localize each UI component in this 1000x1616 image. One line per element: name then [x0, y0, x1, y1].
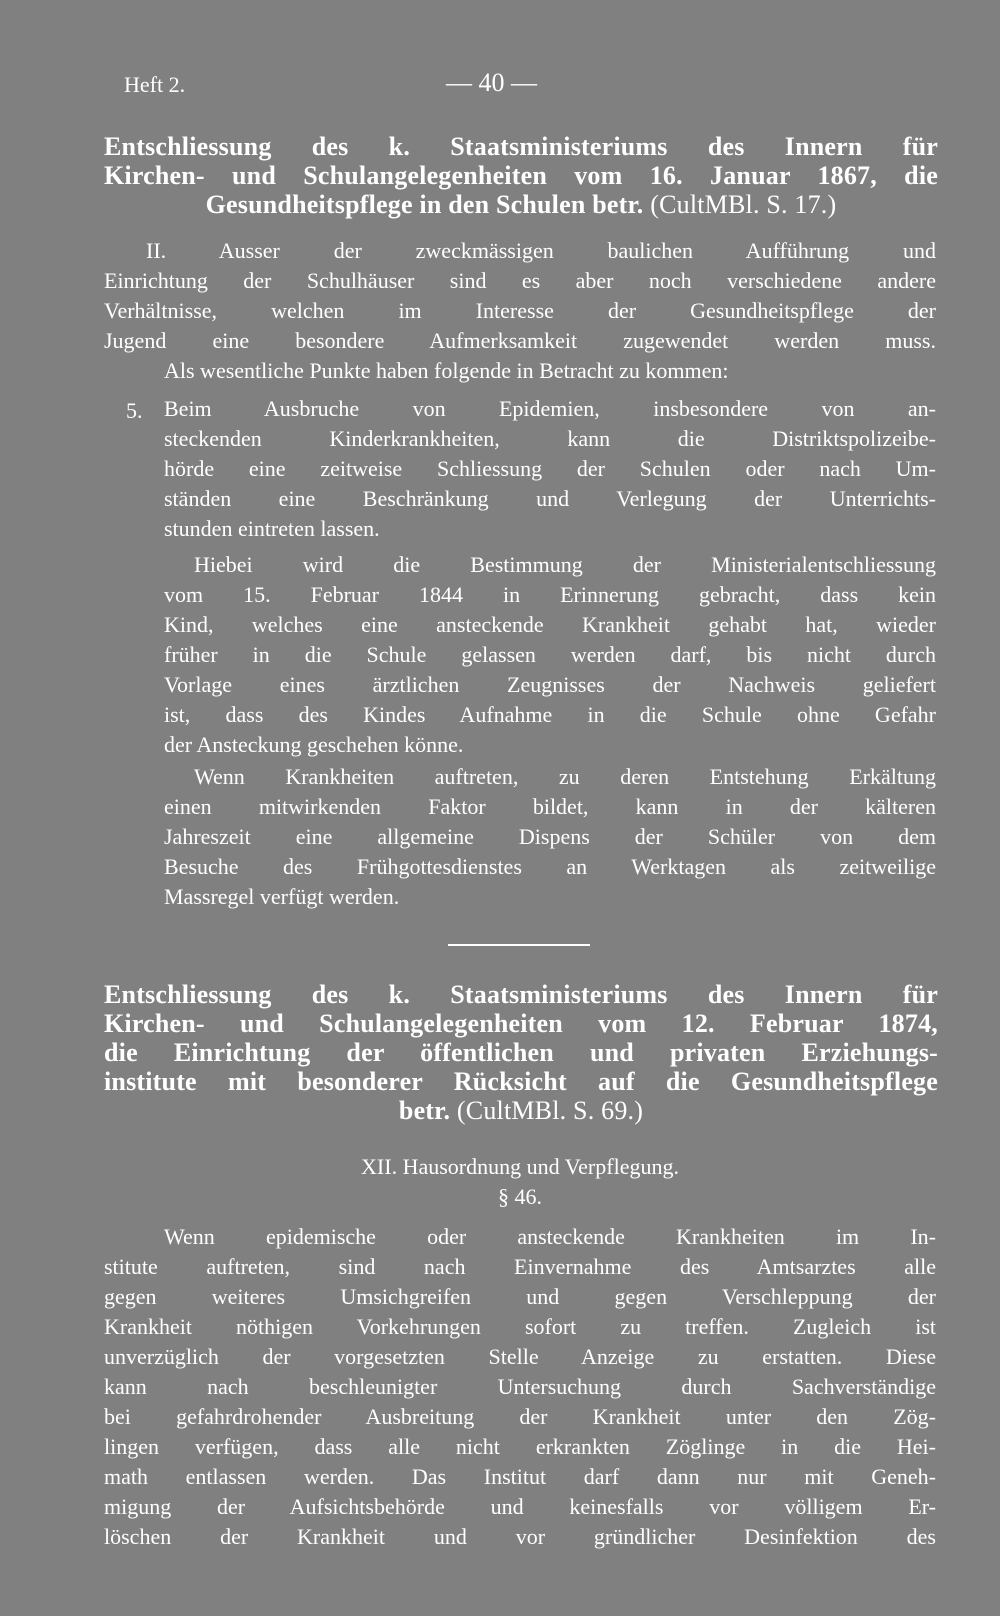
text-line: Wenn Krankheiten auftreten, zu deren Entstehung Erkältung — [194, 764, 936, 789]
intro-paragraph — [104, 236, 936, 386]
citation: (CultMBl. S. 17.) — [650, 190, 837, 219]
text-line: Beim Ausbruche von Epidemien, insbesondere von an- — [164, 396, 936, 421]
text-line: migung der Aufsichtsbehörde und keinesfalls vor völligem Er- — [104, 1494, 936, 1519]
page-header — [124, 68, 924, 104]
section2-body — [104, 1222, 936, 1552]
text-line: Wenn epidemische oder ansteckende Krankheiten im In- — [164, 1224, 936, 1249]
title-line: die Einrichtung der öffentlichen und privaten Erziehungs- — [104, 1038, 938, 1067]
text-line: Als wesentliche Punkte haben folgende in Betracht zu kommen: — [164, 358, 729, 383]
page-number: — 40 — — [446, 68, 537, 97]
text-line: früher in die Schule gelassen werden darf, bis nicht durch — [164, 642, 936, 667]
text-line: einen mitwirkenden Faktor bildet, kann in der kälteren — [164, 794, 936, 819]
text-line: Jugend eine besondere Aufmerksamkeit zugewendet werden muss. — [104, 328, 936, 353]
paragraph-sign: § 46. — [498, 1184, 542, 1209]
text-line: lingen verfügen, dass alle nicht erkrankten Zöglinge in die Hei- — [104, 1434, 936, 1459]
wenn-paragraph — [164, 762, 936, 912]
text-line: der Ansteckung geschehen könne. — [164, 732, 464, 757]
item-5-paragraph — [164, 394, 936, 544]
hiebei-paragraph — [164, 550, 936, 760]
chapter-heading: XII. Hausordnung und Verpflegung. — [361, 1154, 679, 1179]
title-line: Entschliessung des k. Staatsministeriums des Innern für — [104, 132, 938, 161]
title-line-last — [104, 1096, 938, 1125]
text-line: ständen eine Beschränkung und Verlegung der Unterrichts- — [164, 486, 936, 511]
section1-title — [104, 132, 938, 219]
text-line: stunden eintreten lassen. — [164, 516, 380, 541]
item-number: 5. — [126, 398, 143, 423]
title-line: Kirchen- und Schulangelegenheiten vom 16. Januar 1867, die — [104, 161, 938, 190]
text-line: Massregel verfügt werden. — [164, 884, 400, 909]
text-line: Jahreszeit eine allgemeine Dispens der Schüler von dem — [164, 824, 936, 849]
text-line: Hiebei wird die Bestimmung der Ministerialentschliessung — [194, 552, 936, 577]
text-line: bei gefahrdrohender Ausbreitung der Krankheit unter den Zög- — [104, 1404, 936, 1429]
title-line: Entschliessung des k. Staatsministeriums des Innern für — [104, 980, 938, 1009]
text-line: Kind, welches eine ansteckende Krankheit gehabt hat, wieder — [164, 612, 936, 637]
text-line: Krankheit nöthigen Vorkehrungen sofort zu treffen. Zugleich ist — [104, 1314, 936, 1339]
text-line: math entlassen werden. Das Institut darf dann nur mit Geneh- — [104, 1464, 936, 1489]
title-text: betr. — [398, 1096, 451, 1125]
text-line: ist, dass des Kindes Aufnahme in die Schule ohne Gefahr — [164, 702, 936, 727]
text-line: vom 15. Februar 1844 in Erinnerung gebracht, dass kein — [164, 582, 936, 607]
text-line: gegen weiteres Umsichgreifen und gegen Verschleppung der — [104, 1284, 936, 1309]
section-divider — [448, 944, 590, 946]
text-line: Verhältnisse, welchen im Interesse der Gesundheitspflege der — [104, 298, 936, 323]
section2-title — [104, 980, 938, 1125]
text-line: löschen der Krankheit und vor gründlicher Desinfektion des — [104, 1524, 936, 1549]
text-line: Vorlage eines ärztlichen Zeugnisses der Nachweis geliefert — [164, 672, 936, 697]
title-line: institute mit besonderer Rücksicht auf die Gesundheitspflege — [104, 1067, 938, 1096]
text-line: kann nach beschleunigter Untersuchung durch Sachverständige — [104, 1374, 936, 1399]
text-line: II. Ausser der zweckmässigen baulichen Aufführung und — [146, 238, 936, 263]
issue-label: Heft 2. — [124, 72, 186, 97]
title-text: Gesundheitspflege in den Schulen betr. — [205, 190, 644, 219]
chapter-heading-block — [104, 1152, 936, 1212]
text-line: unverzüglich der vorgesetzten Stelle Anzeige zu erstatten. Diese — [104, 1344, 936, 1369]
text-line: hörde eine zeitweise Schliessung der Schulen oder nach Um- — [164, 456, 936, 481]
text-line: stitute auftreten, sind nach Einvernahme des Amtsarztes alle — [104, 1254, 936, 1279]
text-line: Besuche des Frühgottesdienstes an Werktagen als zeitweilige — [164, 854, 936, 879]
title-line: Kirchen- und Schulangelegenheiten vom 12. Februar 1874, — [104, 1009, 938, 1038]
text-line: steckenden Kinderkrankheiten, kann die Distriktspolizeibe- — [164, 426, 936, 451]
title-line-last — [104, 190, 938, 219]
text-line: Einrichtung der Schulhäuser sind es aber noch verschiedene andere — [104, 268, 936, 293]
citation: (CultMBl. S. 69.) — [456, 1096, 644, 1125]
